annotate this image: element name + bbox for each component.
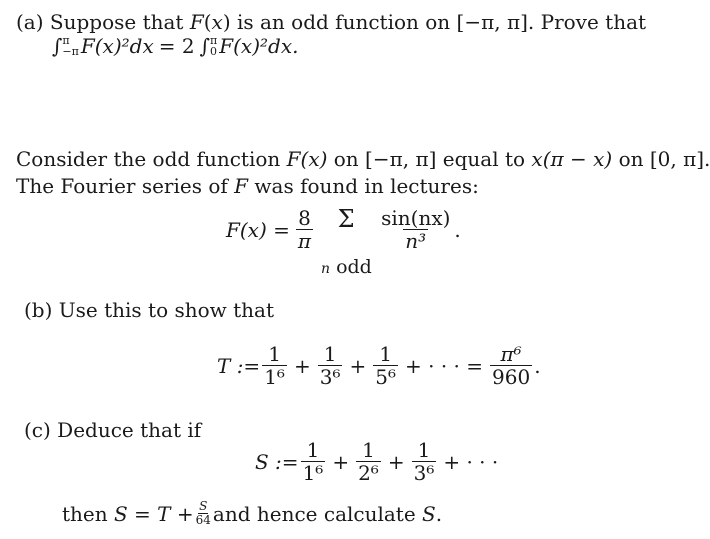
intro-fx: F(x) — [286, 147, 328, 171]
s-dots: + · · · — [443, 450, 499, 474]
s-series-equation: S := $\frac{1}{\text{1⁶}}$ + $\frac{1}{\text{2⁶}}$ + $\frac{1}{\text{3⁶}}$ + · · · — [255, 438, 499, 485]
integral-sign: ∫ — [52, 34, 63, 58]
s-term-2: $\frac{1}{\text{2⁶}}$ — [358, 438, 379, 485]
intro-expr: x(π − x) — [531, 147, 613, 171]
fourier-end: . — [454, 218, 461, 242]
part-a-prove: . Prove that — [527, 10, 647, 34]
term-den: n³ — [405, 229, 427, 253]
part-a-line-1: (a) Suppose that F(x) is an odd function on [−π, π]. Prove that — [16, 10, 647, 34]
part-c-text: Deduce that if — [57, 418, 202, 442]
part-b-text: Use this to show that — [58, 298, 275, 322]
part-c-line — [24, 418, 201, 442]
part-c-label: (c) — [24, 418, 51, 442]
t-lhs: T := — [217, 354, 261, 378]
term-num: sin(nx) — [381, 206, 451, 230]
intro-text-2a: The Fourier series of — [16, 174, 228, 198]
fourier-term — [379, 208, 452, 252]
intro-text-b: on — [333, 147, 359, 171]
intro-line-1 — [16, 147, 710, 171]
t-term-3: $\frac{1}{\text{5⁶}}$ — [375, 342, 396, 389]
s-term-1: $\frac{1}{\text{1⁶}}$ — [302, 438, 324, 485]
part-a-interval: [−π, π] — [456, 10, 528, 34]
t-dots: + · · · = — [404, 354, 484, 378]
intro-interval: [−π, π] — [365, 147, 437, 171]
fourier-equation — [226, 205, 461, 253]
intro-text-2b: was found in lectures: — [254, 174, 479, 198]
int-lower: −π — [62, 45, 79, 58]
sum-under-text: odd — [336, 256, 372, 278]
integral-limits — [62, 35, 78, 57]
part-a-label: (a) — [16, 10, 44, 34]
t-series-equation: T := $\frac{1}{\text{1⁶}}$ + $\frac{1}{\text{3⁶}}$ + $\frac{1}{\text{5⁶}}$ + · · · = $\frac{\text{π⁶}}{960}$ . — [217, 342, 541, 389]
part-b-line — [24, 298, 274, 322]
int-upper: π — [62, 34, 70, 47]
part-a-x: x — [211, 10, 223, 34]
part-c-conclusion: then S = T + $\frac{S}{64}$ and hence calculate S . — [62, 499, 443, 527]
int-eq: = 2 — [158, 34, 195, 58]
s-lhs: S := — [255, 450, 299, 474]
fourier-lhs: F(x) = — [226, 218, 290, 242]
sum-symbol: Σ — [337, 205, 355, 233]
part-a-line-2 — [52, 34, 298, 58]
intro-line-2 — [16, 174, 479, 198]
t-term-2: $\frac{1}{\text{3⁶}}$ — [319, 342, 341, 389]
part-a-odd-text: is an odd function on — [236, 10, 451, 34]
coef-den: π — [297, 229, 312, 253]
int2-lower: 0 — [210, 45, 218, 58]
s-over-64: $\frac{S}{64}$ — [195, 499, 211, 527]
intro-text-d: on — [618, 147, 644, 171]
coef-num: 8 — [298, 206, 311, 230]
intro-interval-2: [0, π]. — [649, 147, 710, 171]
sum-subscript — [321, 256, 372, 278]
integral-sign-2: ∫ — [199, 34, 211, 58]
part-b-label: (b) — [24, 298, 53, 322]
intro-text-a: Consider the odd function — [16, 147, 281, 171]
int2-upper: π — [210, 34, 218, 47]
then-eq: S = T + — [114, 501, 194, 526]
int-body: F(x)²dx — [80, 34, 154, 58]
t-term-1: $\frac{1}{\text{1⁶}}$ — [264, 342, 285, 389]
sum-operator — [319, 205, 373, 252]
part-a-text: Suppose that — [49, 10, 184, 34]
fourier-coefficient — [296, 208, 313, 252]
int2-body: F(x)²dx. — [219, 34, 299, 58]
integral-limits-2 — [210, 35, 217, 57]
t-rhs: $\frac{\text{π⁶}}{960}$ — [492, 342, 531, 389]
sum-under-n: n — [321, 261, 331, 277]
s-term-3: $\frac{1}{\text{3⁶}}$ — [413, 438, 435, 485]
intro-text-c: equal to — [442, 147, 526, 171]
intro-F: F — [234, 174, 249, 198]
part-a-F: F — [189, 10, 204, 34]
